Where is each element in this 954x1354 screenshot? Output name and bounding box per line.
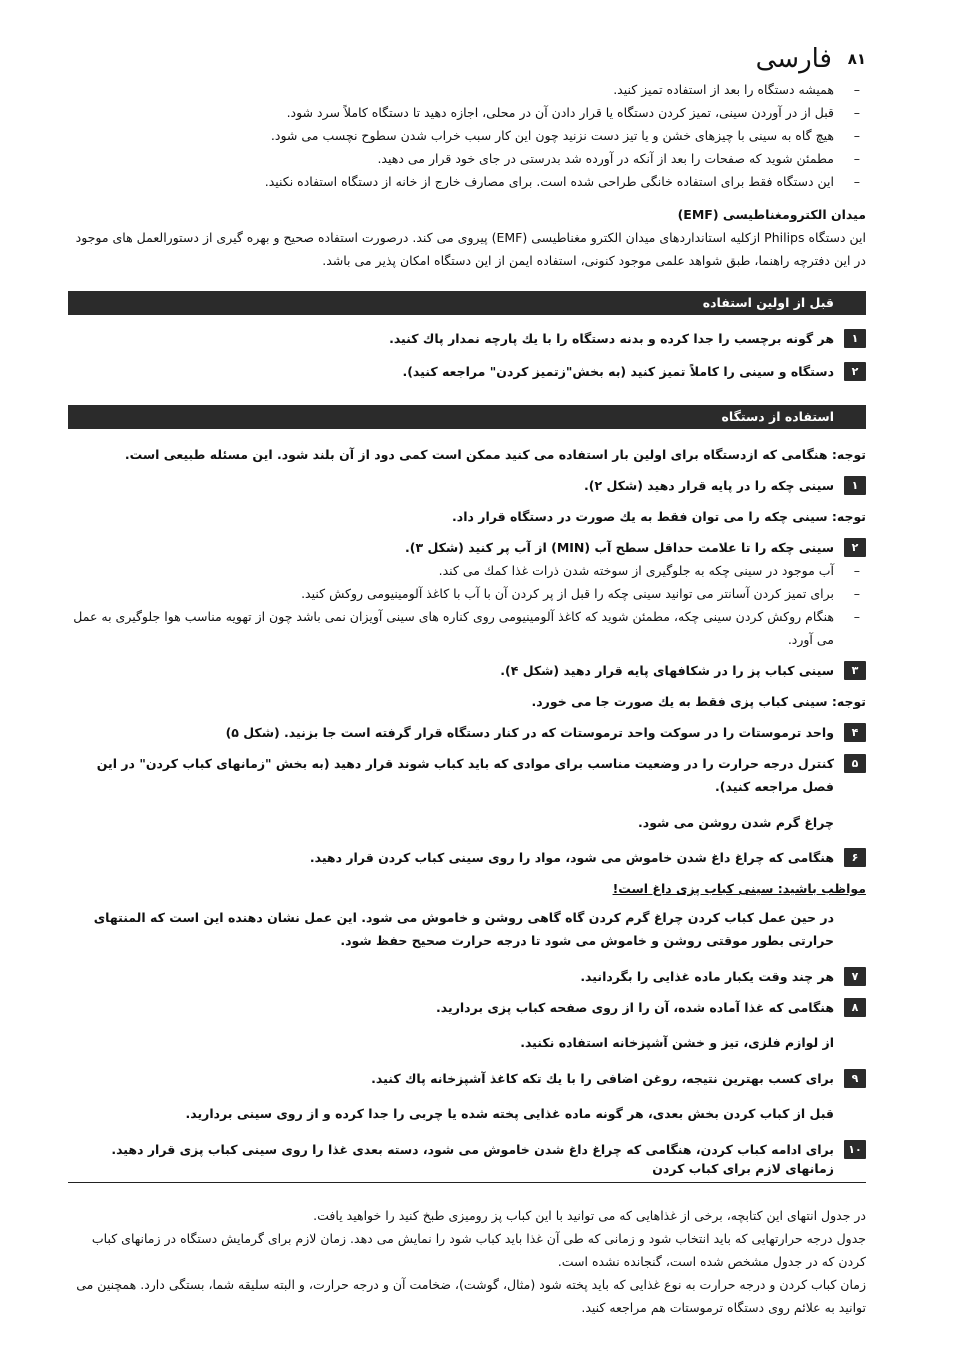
step-number: ۱ bbox=[844, 329, 866, 348]
step-number: ۹ bbox=[844, 1069, 866, 1088]
step-text: هنگامی که غذا آماده شده، آن را از روی صفحه کباب پزی بردارید. bbox=[436, 999, 834, 1015]
step-subtext: قبل از کباب کردن بخش بعدی، هر گونه ماده غذایی پخته شده یا چربی را جدا کرده و از روی سینی بردارید. bbox=[185, 1106, 834, 1121]
page-number: ۸۱ bbox=[847, 50, 866, 68]
language-title: فارسی bbox=[755, 44, 832, 74]
step-number: ۴ bbox=[844, 723, 866, 742]
step bbox=[68, 996, 866, 1019]
note: توجه: سینی چکه را می توان فقط به یك صورت در دستگاه قرار داد. bbox=[452, 509, 866, 524]
step-text: برای ادامه کباب کردن، هنگامی که چراغ داغ شدن خاموش می شود، دسته بعدی غذا را روی سینی کباب پزی قرار دهید. bbox=[111, 1141, 834, 1157]
step bbox=[68, 360, 866, 383]
step-text: کنترل درجه حرارت را در وضعیت مناسب برای موادی که باید کباب شوند قرار دهید (به بخش "زمانهای کباب کردن" در این فصل مراجعه کنید). bbox=[96, 756, 834, 794]
step bbox=[68, 752, 866, 798]
note: توجه: هنگامی که ازدستگاه برای اولین بار استفاده می کنید ممکن است کمی دود از آن بلند شود. این مسئله طبیعی است. bbox=[124, 447, 866, 462]
emf-text: این دستگاه Philips ازکلیه استانداردهای میدان الکترو مغناطیسی (EMF) پیروی می کند. درصورت استفاده صحیح و بهره گیری از دستورالعمل های موجود در این دفترچه راهنما، طبق شواهد علمی موجود کنونی، استفاده ایمن از این دستگاه امکان پذیر می باشد. bbox=[75, 230, 866, 268]
step bbox=[68, 474, 866, 497]
intro-list-block bbox=[68, 78, 866, 193]
step-number: ۸ bbox=[844, 998, 866, 1017]
step-text: هر گونه برچسب را جدا کرده و بدنه دستگاه را با یك پارچه نمدار پاك كنید. bbox=[389, 331, 834, 346]
step-number: ۱ bbox=[844, 476, 866, 495]
emf-title: میدان الکترومغناطیسی (EMF) bbox=[677, 207, 866, 222]
step bbox=[68, 1067, 866, 1090]
step bbox=[68, 721, 866, 744]
step-text: دستگاه و سینی را کاملاً تمیز کنید (به بخش"زتمیز کردن" مراجعه کنید). bbox=[402, 364, 834, 379]
list-item: – آب موجود در سینی چکه به جلوگیری از سوخته شدن ذرات غذا کمك می کند. bbox=[68, 559, 866, 582]
step-number: ۱۰ bbox=[844, 1140, 866, 1159]
step-number: ۶ bbox=[844, 848, 866, 867]
step-text: سینی چکه را تا علامت حداقل سطح آب (MIN) از آب پر کنید (شکل ۳). bbox=[404, 540, 834, 555]
list-item: – برای تمیز کردن آسانتر می توانید سینی چکه را قبل از پر کردن آن با آب با کاغذ آلومینیومی روکش کنید. bbox=[68, 582, 866, 605]
before-first-use-section bbox=[68, 291, 866, 383]
step-number: ۵ bbox=[844, 754, 866, 773]
list-item: – هیچ گاه به سینی با چیزهای خشن و یا تیز دست نزنید چون این کار سبب خراب شدن سطوح نچسب می شود. bbox=[68, 124, 866, 147]
step-text: واحد ترموستات را در سوکت واحد ترموستات که در کنار دستگاه قرار گرفته است جا بزنید. (شکل ۵) bbox=[225, 725, 834, 740]
step bbox=[68, 327, 866, 350]
caution-text: در حین عمل کباب کردن چراغ گرم کردن گاه گاهی روشن و خاموش می شود. این عمل نشان دهنده این است که المنتهای حرارتی بطور موقتی روشن و خاموش می شود تا درجه حرارت صحیح حفظ شود. bbox=[93, 910, 834, 948]
using-section bbox=[68, 405, 866, 1161]
step-subtext: از لوازم فلزی، تیز و خشن آشپزخانه استفاده نکنید. bbox=[520, 1035, 834, 1050]
step-text: سینی کباب پز را در شکافهای پایه قرار دهید (شکل ۴). bbox=[500, 663, 834, 678]
paragraph: جدول درجه حرارتهایی که باید انتخاب شود و زمانی که طی آن غذا باید کباب شود را نمایش می دهد. زمان لازم برای گرمایش دستگاه در زمانهای کباب کردن که در جدول مشخص شده است، گنجانده نشده است. bbox=[91, 1231, 866, 1269]
step-text: هنگامی که چراغ داغ شدن خاموش می شود، مواد را روی سینی کباب کردن قرار دهید. bbox=[309, 850, 834, 865]
list-item: – مطمئن شوید که صفحات را بعد از آنکه در آورده شد بدرستی در جای خود قرار می دهید. bbox=[68, 147, 866, 170]
paragraph: زمان کباب کردن و درجه حرارت به نوع غذایی که باید پخته شود (مثال، گوشت)، ضخامت آن و درجه حرارت، و البته سلیقه شما، بستگی دارد. همچنین می توانید به علائم روی دستگاه ترموستات هم مراجعه کنید. bbox=[76, 1277, 866, 1315]
list-item: – قبل از در آوردن سینی، تمیز کردن دستگاه یا قرار دادن آن در محلی، اجازه دهید تا دستگاه کاملاً سرد شود. bbox=[68, 101, 866, 124]
grilling-times-heading-block bbox=[68, 1157, 866, 1180]
caution-title: مواظب باشید: سینی کباب پزی داغ است! bbox=[612, 881, 866, 896]
step2-list bbox=[68, 559, 866, 651]
section-bar-using: استفاده از دستگاه bbox=[68, 405, 866, 429]
list-item: – هنگام روکش کردن سینی چکه، مطمئن شوید که کاغذ آلومینیومی روی کناره های سینی آویزان نمی باشد چون از تهویه مناسب هوا جلوگیری به عمل می آورد. bbox=[68, 605, 866, 651]
list-item: – این دستگاه فقط برای استفاده خانگی طراحی شده است. برای مصارف خارج از خانه از دستگاه استفاده نکنید. bbox=[68, 170, 866, 193]
step bbox=[68, 659, 866, 682]
paragraph: در جدول انتهای این کتابچه، برخی از غذاهایی که می توانید با این کباب پز رومیزی طبخ کنید را خواهید یافت. bbox=[313, 1208, 866, 1223]
step-number: ۲ bbox=[844, 538, 866, 557]
intro-list bbox=[68, 78, 866, 193]
step-text: سینی چکه را در پایه قرار دهید (شکل ۲). bbox=[584, 478, 834, 493]
step-subtext: چراغ گرم شدن روشن می شود. bbox=[638, 814, 834, 830]
step bbox=[68, 846, 866, 869]
step-number: ۳ bbox=[844, 661, 866, 680]
emf-section bbox=[68, 203, 866, 272]
step bbox=[68, 536, 866, 559]
grilling-times-title: زمانهای لازم برای کباب کردن bbox=[652, 1161, 834, 1176]
section-bar-before-first-use: قبل از اولین استفاده bbox=[68, 291, 866, 315]
step-number: ۲ bbox=[844, 362, 866, 381]
step-number: ۷ bbox=[844, 967, 866, 986]
list-item: – همیشه دستگاه را بعد از استفاده تمیز کنید. bbox=[68, 78, 866, 101]
section-divider bbox=[68, 1182, 866, 1183]
note: توجه: سینی کباب پزی فقط به یك صورت جا می خورد. bbox=[531, 694, 866, 709]
step-text: برای کسب بهترین نتیجه، روغن اضافی را با یك تکه کاغذ آشپزخانه پاك کنید. bbox=[371, 1070, 834, 1086]
grilling-times-section bbox=[68, 1204, 866, 1319]
step bbox=[68, 965, 866, 988]
step-text: هر چند وقت یکبار ماده غذایی را بگردانید. bbox=[580, 968, 834, 984]
